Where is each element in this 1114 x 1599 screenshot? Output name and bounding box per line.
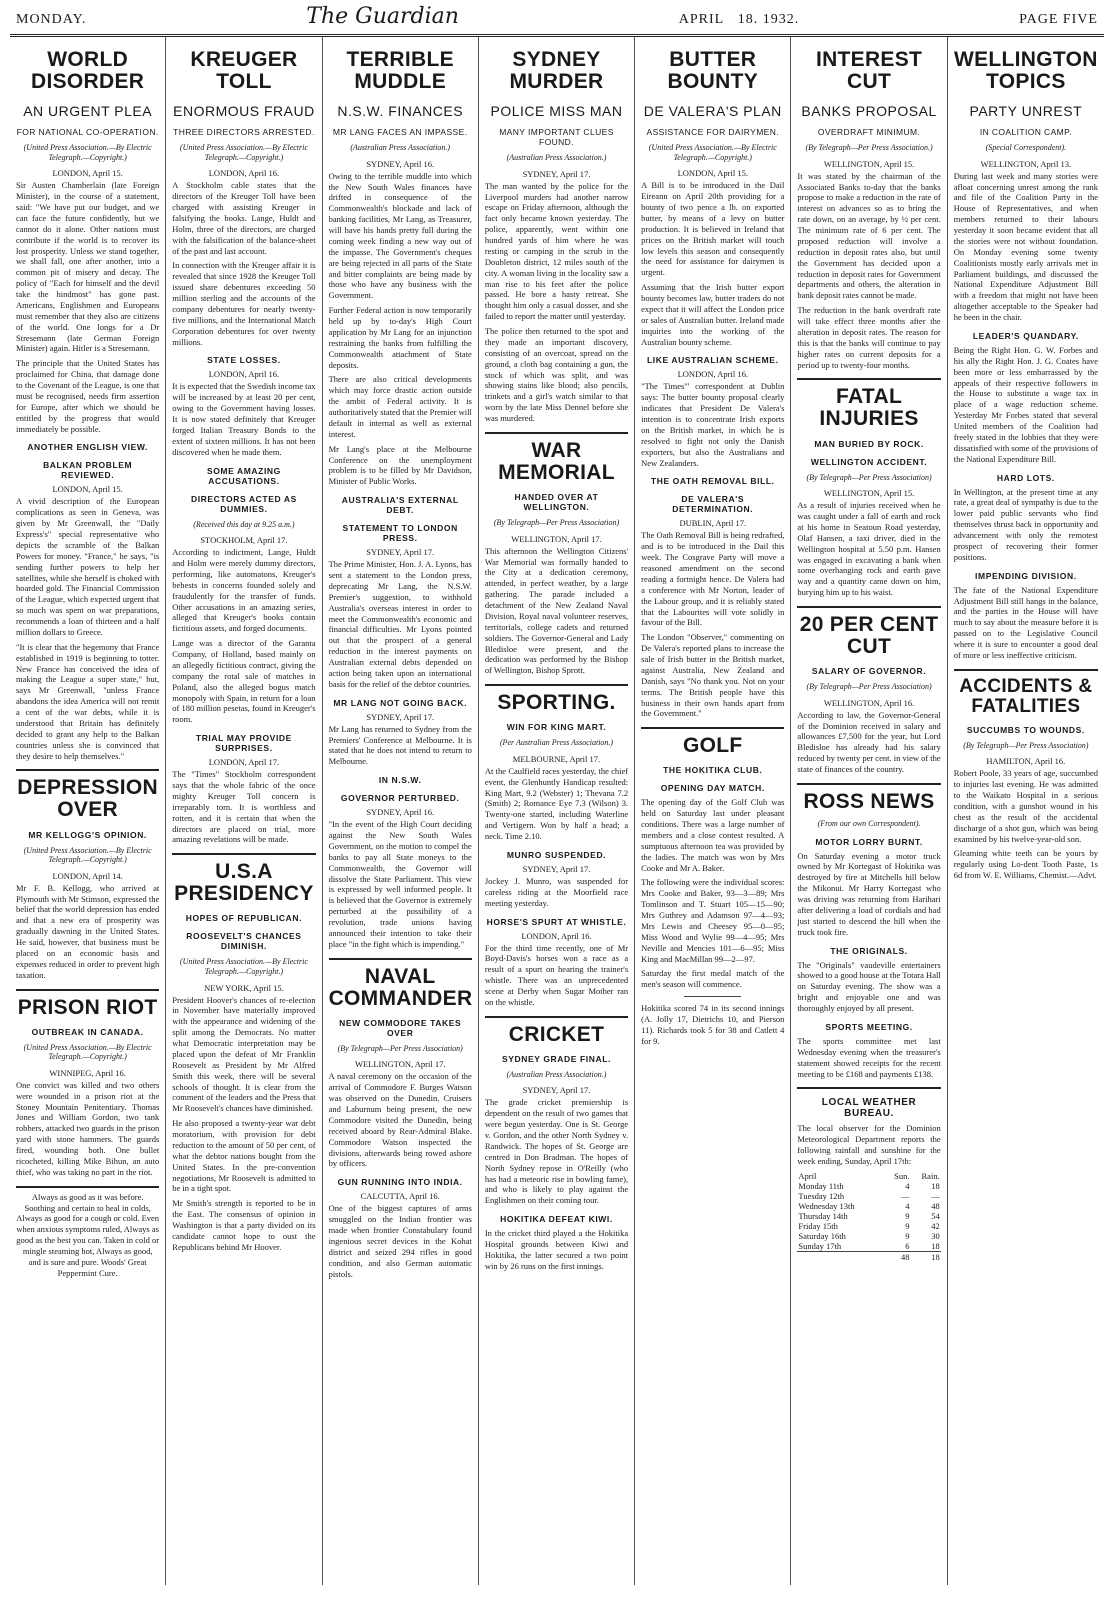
divider <box>797 606 940 608</box>
credit: (Australian Press Association.) <box>350 143 451 153</box>
dateline: SYDNEY, April 16. <box>366 807 435 818</box>
deck: MANY IMPORTANT CLUES FOUND. <box>499 127 614 148</box>
credit: (Received this day at 9.25 a.m.) <box>193 519 295 529</box>
article-text: "The Times'" correspondent at Dublin says: The butter bounty proposal clearly indicates that President De Valera's intention is to concentrate Irish exports on the British market, in which he is resolved to fight not only the Danish exporters, but also the Australians and New Zealanders. <box>641 381 785 468</box>
weather-table <box>797 1171 940 1262</box>
headline: ROSS NEWS <box>803 789 935 813</box>
article-text: The "Times" Stockholm correspondent says that the whole fabric of the once mighty Kreuger Toll concern is irreparably torn. It is worthless and rotten, and it is certain that when the directors are placed on trial, more amazing revelations will be made. <box>172 769 316 845</box>
table-header-cell: Rain. <box>921 1170 940 1181</box>
headline: SPORTING. <box>497 691 616 715</box>
table-cell: Wednesday 13th <box>798 1200 855 1211</box>
credit: (By Telegraph—Per Press Association) <box>806 472 932 482</box>
table-cell: 48 <box>931 1200 940 1211</box>
advertisement: Gleaming white teeth can be yours by regularly using Lo-dent Tooth Paste, 1s 6d from W. E. Williams, Chemist.—Advt. <box>953 848 1098 881</box>
article-text: The opening day of the Golf Club was held on Saturday last under pleasant conditions. There was a large number of members and a close contest resulted. A sumptuous afternoon tea was provided by the ladies. The match was won by Mrs Cooke and Mr A. Baker. <box>641 797 785 873</box>
divider <box>485 432 628 434</box>
article-text: Owing to the terrible muddle into which the New South Wales finances have drifted in consequence of the Commonwealth's blockade and lack of banking facilities, Mr Lang, as Treasurer, will have his hands pretty full during the coming week finding a new way out of the impasse. The Government's cheques are being rejected in all parts of the State and bitter complaints are being made by those who have any business with the Government. <box>328 170 472 301</box>
column-3 <box>323 37 479 1585</box>
dateline: LONDON, April 16. <box>677 369 748 380</box>
dateline: LONDON, April 16. <box>208 168 280 179</box>
headline: WAR MEMORIAL <box>498 438 615 484</box>
article-text: Robert Poole, 33 years of age, succumbed to injuries last evening. He was admitted to the Waikato Hospital in a serious condition, with a gunshot wound in his chest as the result of the accidental discharge of a shot gun, which was being examined by his twelve-year-old son. <box>953 768 1098 844</box>
section-heading: SOME AMAZING ACCUSATIONS. <box>206 465 281 486</box>
masthead-day: MONDAY. <box>16 12 87 27</box>
section-heading: THE OATH REMOVAL BILL. <box>650 476 775 487</box>
deck: THREE DIRECTORS ARRESTED. <box>173 127 315 138</box>
divider <box>485 1016 628 1018</box>
credit: (By Telegraph—Per Press Association) <box>806 682 932 692</box>
section-heading: SPORTS MEETING. <box>825 1021 913 1032</box>
dateline: SYDNEY, April 17. <box>366 711 435 722</box>
table-cell: 18 <box>931 1180 940 1191</box>
table-cell: Monday 11th <box>798 1180 844 1191</box>
article-text: In connection with the Kreuger affair it is revealed that since 1928 the Kreuger Toll issued share debentures exceeding 50 million sterling and the accounts of the company debentures for nearly twenty-five millions, and the International Match Corporation debentures for over twenty millions. <box>172 260 316 347</box>
article-text: "In the event of the High Court deciding against the New South Wales Government, on the motion to compel the banks to pay all State moneys to the Commonwealth, the Governor will dissolve the State Parliament. This view is expressed by well informed people. It is believed that the Governor is extremely perturbed at the possibility of a revolution, trade unions having announced their intention to take their place "in the fight which is impending." <box>328 819 472 949</box>
table-cell: Tuesday 12th <box>798 1190 845 1201</box>
section-heading: DIRECTORS ACTED AS DUMMIES. <box>190 493 297 514</box>
dateline: SYDNEY, April 17. <box>522 863 591 874</box>
deck: MR LANG FACES AN IMPASSE. <box>332 127 468 138</box>
article-text: According to law, the Governor-General of the Dominion received in salary and allowances £7,500 for the year, but Lord Bledisloe has already had his salary reduced by twenty per cent. in view of the state of finances of the country. <box>797 709 941 775</box>
article-text: Lange was a director of the Garanta Company, of Holland, based mainly on an allegedly fictitious contract, giving the company the rotal sale of matches in Poland, also the alleged bogus match monopoly with Spain, in return for a loan of 180 million pesetas, found in Kreuger's room. <box>172 638 316 725</box>
column-5 <box>635 37 791 1585</box>
deck: WIN FOR KING MART. <box>506 722 607 733</box>
page-number: PAGE FIVE <box>1019 12 1098 27</box>
table-cell: 4 <box>905 1180 910 1191</box>
dateline: LONDON, April 15. <box>677 168 748 179</box>
masthead-date-value: 18. 1932. <box>737 12 800 27</box>
divider <box>329 958 472 960</box>
article-text: Hokitika scored 74 in its second innings (A. Jolly 17, Dietrichs 10, and Pierson 11). Richards took 5 for 38 and Catlett 4 for 9. <box>641 1003 785 1046</box>
masthead-month: APRIL <box>678 12 725 27</box>
article-text: President Hoover's chances of re-election in November have materially improved with the appearance and widening of the split among the Democrats. No matter what Democratic interpretation may be placed upon the defeat of Mr Franklin Roosevelt as President by Mr Alfred Smith this week, there will be several schools of thought. It is clear from the comment of the leaders and the Press that Mr Roosevelt's chances have diminished. <box>172 994 316 1114</box>
headline: LOCAL WEATHER BUREAU. <box>821 1097 917 1120</box>
table-row <box>797 1201 940 1211</box>
article-text: A vivid description of the European complications as seen in Geneva, was given by Mr Greenwall, the "Daily Express's" special representative who depicts the scramble of the Balkan Powers for money. "France," he says, "is sending further powers to help her satellites, while she herself is choked with hoarded gold. The Financial Commission of the League, which expected urgent that so much was spent on war preparations, recommends a loan of thirteen and a half million dollars to Greece. <box>16 496 160 637</box>
table-cell: — <box>900 1190 910 1201</box>
article-text: "It is clear that the hegemony that France established in 1919 is beginning to totter. New France has conceived the idea of making the League a super state," but, says Mr Greenwall, "unless France abandons the idea America will not remit a cent of the war debts, while it is understood that Britain has definitely decided to grant any help to the Balkan countries unless she is convinced that they desire to help themselves." <box>16 641 160 761</box>
credit: (United Press Association.—By Electric Telegraph.—Copyright.) <box>179 143 308 162</box>
dateline: WELLINGTON, April 17. <box>354 1059 446 1070</box>
advertisement: Always as good as it was before. Soothing and certain to heal in colds, Always as good for a cough or cold. Even when anxious symptoms ruled, Always as good as the best you can. Taken in cold or mingle steaming hot, Always as good, and is sure and pure. Woods' Great Peppermint Cure. <box>16 1191 160 1278</box>
article-text: The reduction in the bank overdraft rate will take effect three months after the alteration in deposit rates. The reason for this is that the banks will continue to pay higher rates on current deposits for a period up to twenty-four months. <box>797 305 941 370</box>
article-text: Being the Right Hon. G. W. Forbes and his ally the Right Hon. J. G. Coates have been more or less embarrassed by the appeals of their respective followers in the House to substitute a wage tax in place of a wage reduction scheme. Yesterday Mr Forbes stated that several United members of the Coalition had freely stated in the lobbies that they were dissatisfied with some of the provisions of the National Expenditure Bill. <box>953 344 1098 464</box>
article-text: Mr Smith's strength is reported to be in the East. The consensus of opinion in Washington is that a party divided on its candidate cannot hope to oust the Republicans behind Mr Hoover. <box>172 1198 316 1252</box>
credit: (United Press Association.—By Electric Telegraph.—Copyright.) <box>23 143 152 162</box>
article-text: A Bill is to be introduced in the Dail Eireann on April 20th providing for a bounty of two pence a lb. on exported butter, by means of a levy on butter production. It is believed in Ireland that prices on the British market will touch low levels this season and consequently the need for assistance for dairymen is urgent. <box>641 180 785 278</box>
article-text: The police then returned to the spot and they made an important discovery, consisting of an overcoat, spread on the ground, a cloth bag containing a gun, the stock of which was split, and was showing stains like blood; also pencils, trinkets and a girl's watch similar to that worn by the late Miss Dennel before she was murdered. <box>484 326 629 424</box>
deck: NEW COMMODORE TAKES OVER <box>339 1017 462 1038</box>
table-total-row <box>797 1251 940 1262</box>
dateline: CALCUTTA, April 16. <box>360 1191 440 1202</box>
credit: (From our own Correspondent). <box>817 818 921 828</box>
headline: 20 PER CENT CUT <box>799 613 939 659</box>
column-6 <box>791 37 947 1585</box>
credit: (By Telegraph—Per Press Association) <box>963 740 1089 750</box>
article-text: As a result of injuries received when he was caught under a fall of earth and rock at his home in Seatoun Road yesterday, Olaf Hansen, a taxi driver, died in the Wellington hospital at 5.50 p.m. Hansen was engaged in excavating a bank when some overhanging rock and earth gave way and a quantity came down on him, burying him up to his waist. <box>797 500 941 598</box>
deck: HOPES OF REPUBLICAN. <box>185 913 303 924</box>
dateline: SYDNEY, April 17. <box>522 1085 591 1096</box>
dateline: LONDON, April 15. <box>52 168 123 179</box>
section-heading: GUN RUNNING INTO INDIA. <box>337 1177 463 1188</box>
article-text: Sir Austen Chamberlain (late Foreign Minister), in the course of a statement, said: "We have put our budget, and we can face the future confidently, but we cannot do it alone. Other nations must contribute if the world is to recover its lost prosperity. Unless we stand together, we shall fall, one after another, into a common pit of misery and decay. The policy of "Each for himself and the devil take the hindmost" has gone past. Americans, Englishmen and Europeans must remember that they also are citizens of the world. One longs for a Dr Stresemann (late German Foreign Minister) again. Hitler is a Stresemann. <box>16 180 160 354</box>
table-cell: 18 <box>931 1251 940 1262</box>
masthead-date <box>679 12 799 28</box>
credit: (By Telegraph—Per Press Association.) <box>805 143 933 153</box>
column-2 <box>166 37 322 1585</box>
article-text: It was stated by the chairman of the Associated Banks to-day that the banks propose to make a reduction in the rate of interest on advances so as to bring the rate down, on an average, by ½ per cent. The minimum rate of 6 per cent. The proposed reduction will involve a reduction in deposit rates also, but until the Government has decided upon a reduction in deposit rates for Government departments and others, the alteration in bank deposit rates cannot be made. <box>797 170 941 301</box>
article-text: The London "Observer," commenting on De Valera's reported plans to increase the sale of Irish butter in the British market, against Australia, New Zealand and Danish, says "No thank you. Not on your terms. The British people have this business in their own hands apart from the Government." <box>641 632 785 719</box>
headline: CRICKET <box>508 1022 605 1046</box>
divider <box>16 989 159 991</box>
divider <box>172 853 315 855</box>
divider <box>797 783 940 785</box>
section-heading: MOTOR LORRY BURNT. <box>815 836 923 847</box>
headline: BUTTER BOUNTY <box>667 48 759 94</box>
section-heading: HOKITIKA DEFEAT KIWI. <box>500 1214 613 1225</box>
article-text: At the Caulfield races yesterday, the chief event, the Glenhuntly Handicap resulted: King Mart, 9.2 (Webster) 1; Thevana 7.2 (Smith) 2; Romance Eye 7.3 (Wilson) 3. Twenty-one started, including Waterline and Vertigern. Won by half a head; a neck. Time 2.10. <box>484 765 629 842</box>
article-text: For the third time recently, one of Mr Boyd-Davis's horses won a race as a result of a spurt on hearing the trainer's whistle. There was an unprecedented scene at Derby when Sugar Mother ran on the whistle. <box>484 942 629 1007</box>
column-1 <box>10 37 166 1585</box>
deck: SYDNEY GRADE FINAL. <box>501 1053 611 1064</box>
columns <box>10 37 1104 1585</box>
dateline: LONDON, April 16. <box>521 930 592 941</box>
article-text: Mr Lang has returned to Sydney from the Premiers' Conference at Melbourne. It is stated that he does not intend to return to Melbourne. <box>328 723 472 767</box>
divider <box>797 1087 940 1089</box>
headline: PRISON RIOT <box>17 995 158 1019</box>
deck: MAN BURIED BY ROCK. <box>814 438 924 449</box>
table-header-cell: Sun. <box>894 1170 910 1181</box>
divider <box>641 727 784 729</box>
article-text: Mr Lang's place at the Melbourne Conference on the unemployment problem is to be filled by Mr Davidson, Minister of Public Works. <box>328 443 472 487</box>
deck: ASSISTANCE FOR DAIRYMEN. <box>646 127 780 138</box>
article-text: Jockey J. Munro, was suspended for careless riding at the Moorfield race meeting yesterday. <box>484 875 629 908</box>
credit: (Australian Press Association.) <box>506 1069 607 1079</box>
dateline: WELLINGTON, April 15. <box>823 158 915 169</box>
deck: HANDED OVER AT WELLINGTON. <box>514 492 599 513</box>
deck: THE HOKITIKA CLUB. <box>663 765 763 776</box>
article-text: In Wellington, at the present time at any rate, a great deal of sympathy is due to the lower paid public servants who find themselves thrust back in opportunity and advancement with only the remotest prospect of recovering their former positions. <box>953 486 1098 562</box>
credit: (United Press Association.—By Electric Telegraph.—Copyright.) <box>23 845 152 865</box>
article-text: The man wanted by the police for the Liverpool murders had another narrow escape on Friday afternoon, although the fact only became known yesterday. The police, apparently, went within one hundred yards of him where he was resting or camping in the scrub in the Doubleton district, 12 miles south of the city. A woman living in the locality saw a man rise to his feet after the police passed. He bore a hasty retreat. She thought him only a casual dosser, and she failed to report the matter until yesterday. <box>484 180 629 322</box>
table-cell: 54 <box>931 1210 940 1221</box>
headline: ACCIDENTS & FATALITIES <box>959 675 1093 717</box>
article-text: Saturday the first medal match of the men's season will commence. <box>641 968 785 990</box>
credit: (Australian Press Association.) <box>506 153 607 163</box>
dateline: HAMILTON, April 16. <box>986 756 1066 767</box>
dateline: NEW YORK, April 15. <box>204 982 284 993</box>
section-heading: HORSE'S SPURT AT WHISTLE. <box>486 916 627 927</box>
article-text: According to indictment, Lange, Huldt and Holm were merely dummy directors, performing, like automatons, Kreuger's behests in concerns founded solely and fraudulently for the transfer of funds. Other accusations in an amazing series, alleged that Kreuger's books contain fictitious assets, and forged documents. <box>172 547 316 634</box>
subheadline: POLICE MISS MAN <box>490 103 623 120</box>
section-heading: LEADER'S QUANDARY. <box>972 330 1079 341</box>
headline: KREUGER TOLL <box>190 48 298 94</box>
divider <box>684 996 741 997</box>
article-text: He also proposed a twenty-year war debt moratorium, with provision for debt reduction to the amount of 50 per cent, of what the debtor nations bought from the United States. In the pre-convention negotiations, Mr Roosevelt is admitted to be in a tight spot. <box>172 1118 316 1194</box>
dateline: LONDON, April 15. <box>52 484 123 495</box>
table-cell <box>797 1251 884 1262</box>
dateline: WINNIPEG, April 16. <box>49 1067 126 1078</box>
section-heading: AUSTRALIA'S EXTERNAL DEBT. <box>341 495 459 516</box>
dateline: DUBLIN, April 17. <box>679 518 747 529</box>
article-text: One of the biggest captures of arms smuggled on the Indian frontier was made when frontier Constabulary found ingenious secret devices in the Kohat district and seized 294 rifles in good condition, and also German automatic pistols. <box>328 1203 472 1279</box>
headline: WELLINGTON TOPICS <box>953 48 1098 94</box>
table-cell: 9 <box>905 1220 910 1231</box>
credit: (United Press Association.—By Electric Telegraph.—Copyright.) <box>23 1042 152 1062</box>
table-row <box>797 1211 940 1221</box>
section-heading: HARD LOTS. <box>996 472 1055 483</box>
table-row <box>797 1181 940 1191</box>
article-text: This afternoon the Wellington Citizens' War Memorial was formally handed to the City at a dedication ceremony, attended, in perfect weather, by a large gathering. The parade included a detachment of the New Zealand Naval Division, Royal naval volunteer reserves, territorials, college cadets and returned soldiers. The Governor-General and Lady Bledisloe were present, and the dedication was performed by the Bishop of Wellington, Bishop Sprott. <box>484 545 629 676</box>
section-heading: STATEMENT TO LONDON PRESS. <box>342 523 458 544</box>
headline: U.S.A PRESIDENCY <box>174 860 314 906</box>
dateline: LONDON, April 16. <box>208 369 280 380</box>
table-row <box>797 1221 940 1231</box>
deck: OPENING DAY MATCH. <box>660 783 765 794</box>
section-heading: MR LANG NOT GOING BACK. <box>333 697 468 708</box>
article-text: The fate of the National Expenditure Adjustment Bill still hangs in the balance, and the parties in the House will have much to say about the measure before it is passed on to the Legislative Council where it is sure to encounter a good deal of more or less ineffective criticism. <box>953 584 1098 660</box>
deck: WELLINGTON ACCIDENT. <box>810 456 928 467</box>
headline: GOLF <box>683 734 743 758</box>
article-text: There are also critical developments which may force drastic action outside the ambit of Federal activity. It is authoritatively stated that the Premier will default in internal as well as external interest. <box>328 374 472 439</box>
divider <box>797 378 940 380</box>
dateline: LONDON, April 17. <box>208 757 280 768</box>
table-cell: Sunday 17th <box>798 1240 842 1251</box>
section-heading: GOVERNOR PERTURBED. <box>340 793 460 804</box>
dateline: STOCKHOLM, April 17. <box>200 535 288 546</box>
article-text: In the cricket third played a the Hokitika Hospital grounds between Kiwi and Hokitika, the latter secured a two point win by 26 runs on the first innings. <box>484 1228 629 1271</box>
section-heading: THE ORIGINALS. <box>830 945 908 956</box>
section-heading: MUNRO SUSPENDED. <box>506 849 607 860</box>
article-text: Further Federal action is now temporarily held up by to-day's High Court application by Mr Lang for an injunction restraining the banks from fulfilling the Commonwealth attachment of State deposits. <box>328 305 472 370</box>
article-text: On Saturday evening a motor truck owned by Mr Kortegast of Hokitika was destroyed by fire at Mitchells hill below the Mikonui. Mr Harry Kortegast who was driving was returning from Harihari after delivering a load of cordials and had just started to descend the hill when the truck took fire. <box>797 850 941 937</box>
deck: ROOSEVELT'S CHANCES DIMINISH. <box>186 931 302 952</box>
credit: (Special Correspondent). <box>985 143 1067 153</box>
headline: NAVAL COMMANDER <box>328 964 473 1010</box>
article-text: A naval ceremony on the occasion of the arrival of Commodore F. Burges Watson was observed on the Dunedin. Cruisers and Laburnum being present, the new Commodore visited the Dunedin, being received aboard by Rear-Admiral Blake. Commodore Watson inspected the divisions, afterwards being rowed ashore by officers. <box>328 1071 472 1169</box>
divider <box>16 1186 159 1188</box>
dateline: WELLINGTON, April 13. <box>980 158 1072 169</box>
headline: DEPRESSION OVER <box>17 776 158 822</box>
table-row <box>797 1231 940 1241</box>
column-7 <box>948 37 1104 1585</box>
deck: SALARY OF GOVERNOR. <box>811 666 927 677</box>
article-text: It is expected that the Swedish income tax will be increased by at least 20 per cent, owing to the Government having losses. It is now stated definitely that Kreuger forged Italian Treasury Bonds to the extent of sixteen millions. It has not been discovered when he made them. <box>172 381 316 457</box>
article-text: The principle that the United States has proclaimed for China, that damage done to the Covenant of the League, is one that must be recognised, needs firm assertion for Europe, after which we should be entitled by the progress that would immediately be possible. <box>16 358 160 434</box>
dateline: MELBOURNE, April 17. <box>512 753 601 764</box>
article-text: The local observer for the Dominion Meteorological Department reports the following rainfall and sunshine for the week ending, Sunday, April 17th: <box>797 1123 941 1167</box>
subheadline: PARTY UNREST <box>969 103 1083 120</box>
subheadline: N.S.W. FINANCES <box>337 103 464 120</box>
masthead-title: The Guardian <box>306 4 459 29</box>
table-cell: 18 <box>931 1240 940 1251</box>
article-text: During last week and many stories were afloat concerning unrest among the rank and file of the Coalition Party in the House of Representatives, and when members returned to their labours yesterday it soon became evident that all the stories were not without foundation. On Monday evening some twenty Coalitionists mostly early arrivals met in Parliament buildings, and discussed the National Expenditure Adjustment Bill with a freedom that might not have been altogether acceptable to the Speaker had he been in the chair. <box>953 170 1098 323</box>
deck: MR KELLOGG'S OPINION. <box>28 829 147 840</box>
credit: (United Press Association.—By Electric Telegraph.—Copyright.) <box>648 143 777 162</box>
headline: WORLD DISORDER <box>31 48 145 94</box>
article-text: The sports committee met last Wednesday evening when the treasurer's statement showed receipts for the recent meeting to be £168 and payments £138. <box>797 1035 941 1079</box>
table-cell: 48 <box>900 1251 910 1262</box>
section-heading: BALKAN PROBLEM REVIEWED. <box>43 460 133 481</box>
deck: OUTBREAK IN CANADA. <box>31 1026 144 1037</box>
masthead <box>10 4 1104 37</box>
article-text: The Oath Removal Bill is being redrafted, and is to be introduced in the Dail this week. The Cosgrave Party will move a reasoned amendment on the second reading a fortnight hence. De Valera had a conference with Mr Norton, leader of the Labour group, and it is reliably stated that the Labourites will vote solidly in favour of the Bill. <box>641 530 785 628</box>
section-heading: IN N.S.W. <box>378 775 422 786</box>
headline: TERRIBLE MUDDLE <box>346 48 454 94</box>
section-heading: TRIAL MAY PROVIDE SURPRISES. <box>195 733 292 754</box>
credit: (Per Australian Press Association.) <box>499 738 614 748</box>
article-text: Assuming that the Irish butter export bounty becomes law, butter traders do not expect that it will affect the London price or sales of Australian butter. Ireland made inquiries into the working of the Australian bounty scheme. <box>641 282 785 347</box>
dateline: LONDON, April 14. <box>52 870 123 881</box>
table-cell: 6 <box>905 1240 910 1251</box>
section-heading: LIKE AUSTRALIAN SCHEME. <box>647 355 779 366</box>
headline: INTEREST CUT <box>815 48 923 94</box>
divider <box>16 769 159 771</box>
table-cell: Saturday 16th <box>798 1230 846 1241</box>
section-heading: ANOTHER ENGLISH VIEW. <box>27 442 149 453</box>
article-text: The Prime Minister, Hon. J. A. Lyons, has sent a statement to the London press, deprecating Mr Lang, the N.S.W. Premier's suggestion, to withhold Australia's overseas interest in order to meet the Commonwealth's economic and financial difficulties. Mr Lyons pointed out that the prospect of a general reduction in the interest payments on Australian external debts depended on action being taken upon an international basis for the relief of the debtor countries. <box>328 559 472 689</box>
table-cell: 4 <box>905 1200 910 1211</box>
deck: FOR NATIONAL CO-OPERATION. <box>16 127 159 138</box>
dateline: SYDNEY, April 16. <box>366 158 435 169</box>
table-cell: — <box>931 1190 940 1201</box>
table-cell: 9 <box>905 1230 910 1241</box>
table-header-cell: April <box>798 1170 817 1181</box>
deck: SUCCUMBS TO WOUNDS. <box>966 724 1085 735</box>
article-text: The following were the individual scores: Mrs Cooke and Baker, 93—3—89; Mrs Tomlinson and T. Stuart 105—15—90; Mrs Guthrey and Adamson 97—4—93; Mrs Lewis and Cheesey 95—0—95; Miss Wood and Wylie 99—4—95; Mrs Neville and Mencies 101—6—95; Miss King and MacMillan 99—2—97. <box>641 877 785 964</box>
article-text: A Stockholm cable states that the directors of the Kreuger Toll have been charged with assisting Kreuger in falsifying the books. Lange, Huldt and Holm, three of the directors, are charged with the falsification of the balance-sheet of the past and last account. <box>172 180 316 256</box>
article-text: One convict was killed and two others were wounded in a prison riot at the Stoney Mountain Penitentiary. Thomas Jones and William Gordon, two tank robbers, attacked two guards in the prison yard with stone hammers. The guards fired, wounding both. One bullet ricocheted, killing Mike Bihun, an auto thief, who was taking no part in the riot. <box>16 1079 160 1177</box>
table-row <box>797 1241 940 1252</box>
table-row <box>797 1191 940 1201</box>
dateline: SYDNEY, April 17. <box>522 168 591 179</box>
credit: (By Telegraph—Per Press Association) <box>337 1043 463 1053</box>
divider <box>485 684 628 686</box>
dateline: WELLINGTON, April 17. <box>511 533 602 544</box>
table-cell: 9 <box>905 1210 910 1221</box>
article-text: The grade cricket premiership is dependent on the result of two games that were begun yesterday. One is St. George v. Gordon, and the other North Sydney v. Randwick. The hopes of St. George are centred in Don Bradman. The hopes of North Sydney repose in O'Reilly (who has had a meteoric rise in bowling fame), and who is likely to play against the Englishmen on their coming tour. <box>484 1097 629 1206</box>
section-heading: DE VALERA'S DETERMINATION. <box>672 494 754 515</box>
dateline: SYDNEY, April 17. <box>366 547 435 558</box>
credit: (By Telegraph—Per Press Association) <box>493 518 620 528</box>
headline: SYDNEY MURDER <box>509 48 604 94</box>
section-heading: IMPENDING DIVISION. <box>975 570 1077 581</box>
article-text: The "Originals" vaudeville entertainers showed to a good house at the Totara Hall on Saturday evening. The show was a bright and enjoyable one and was thoroughly enjoyed by all present. <box>797 959 941 1014</box>
dateline: WELLINGTON, April 16. <box>823 697 915 708</box>
column-4 <box>479 37 635 1585</box>
subheadline: BANKS PROPOSAL <box>801 103 937 120</box>
table-cell: 30 <box>931 1230 940 1241</box>
article-text: Mr F. B. Kellogg, who arrived at Plymouth with Mr Stimson, expressed the belief that the world depression has ended and that a new era of prosperity was gradually dawning in the United States. He said, however, that business must be placed on an economic basis and expenses reduced in order to prevent high taxation. <box>16 882 160 980</box>
subheadline: AN URGENT PLEA <box>23 103 153 120</box>
deck: OVERDRAFT MINIMUM. <box>817 127 921 138</box>
subheadline: DE VALERA'S PLAN <box>643 103 782 120</box>
dateline: WELLINGTON, April 15. <box>823 488 915 499</box>
table-cell: Thursday 14th <box>798 1210 848 1221</box>
divider <box>954 669 1098 671</box>
credit: (United Press Association.—By Electric Telegraph.—Copyright.) <box>179 957 308 976</box>
deck: IN COALITION CAMP. <box>979 127 1072 138</box>
headline: FATAL INJURIES <box>819 385 919 431</box>
table-cell: 42 <box>931 1220 940 1231</box>
section-heading: STATE LOSSES. <box>207 355 281 366</box>
table-cell: Friday 15th <box>798 1220 838 1231</box>
table-header <box>797 1171 940 1181</box>
subheadline: ENORMOUS FRAUD <box>173 103 315 120</box>
